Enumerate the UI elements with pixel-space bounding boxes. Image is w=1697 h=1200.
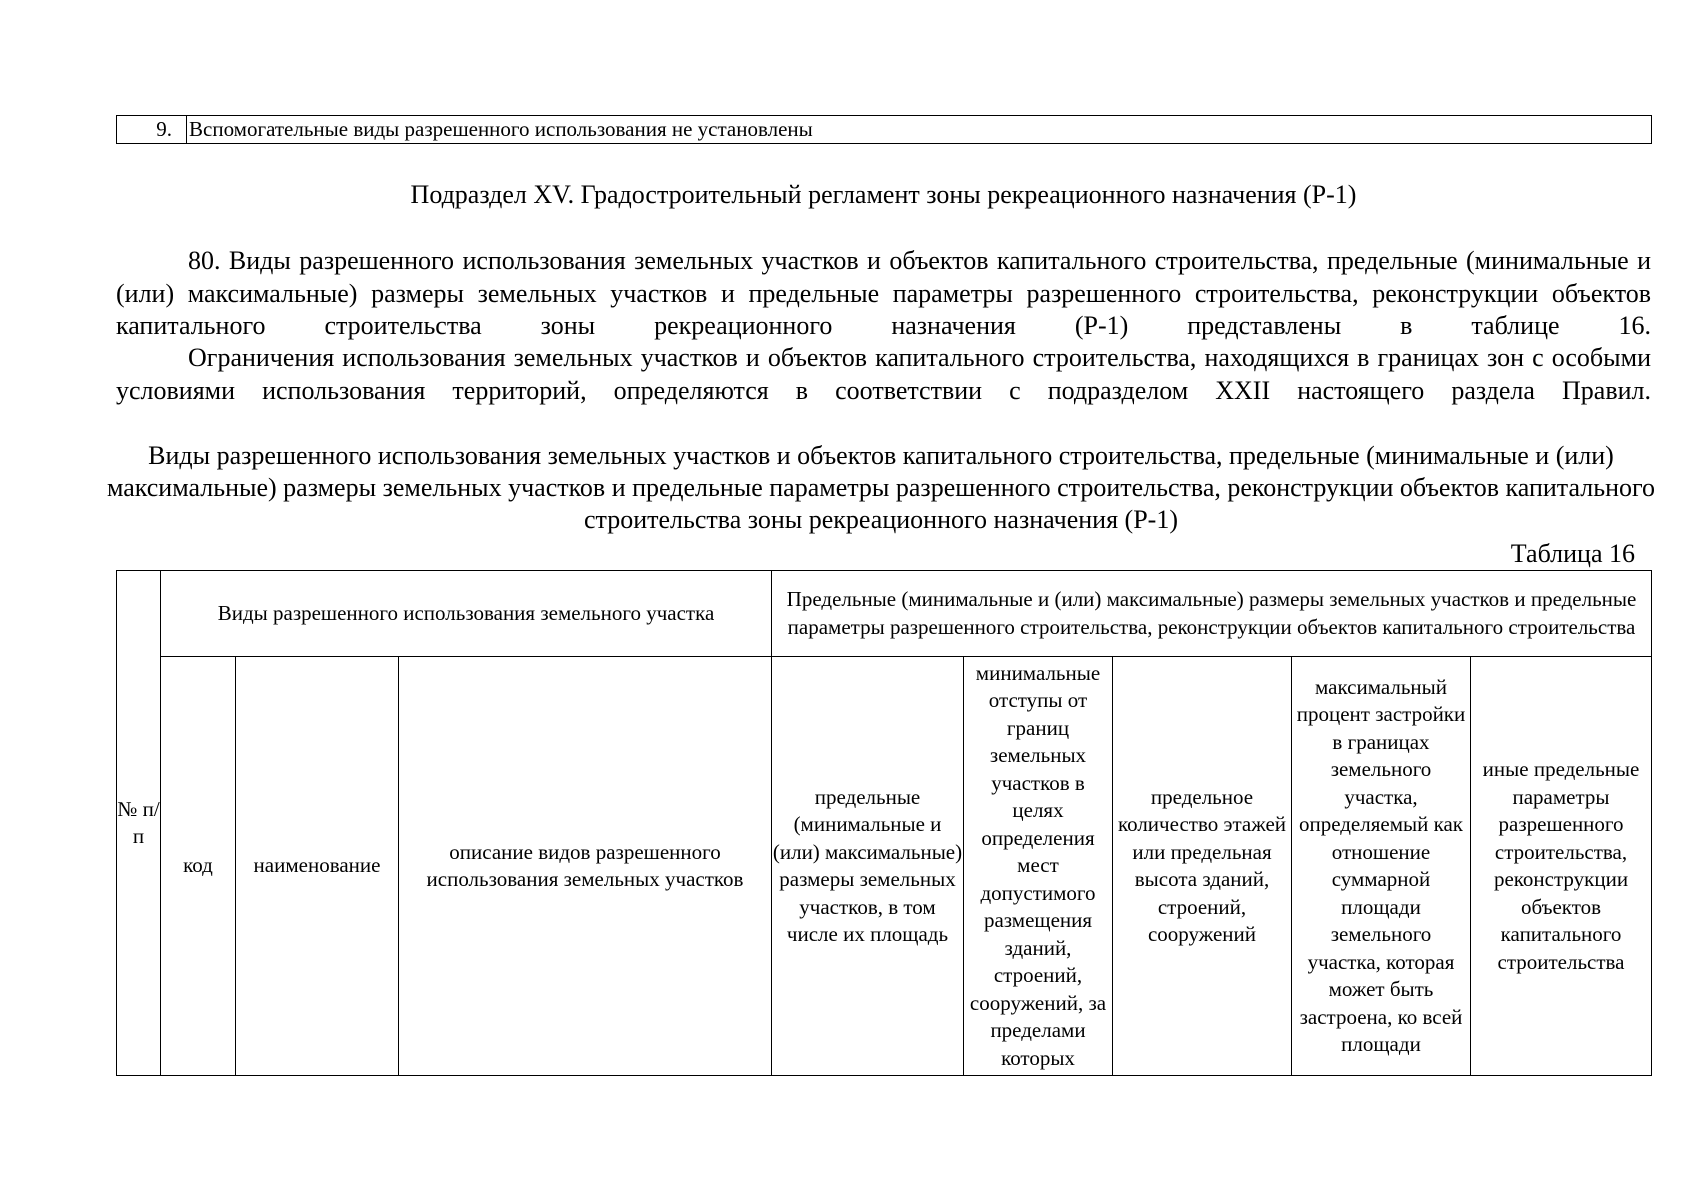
header-plot-size: предельные (минимальные и (или) максимальные) размеры земельных участков, в том числе их площадь: [772, 657, 964, 1076]
subsection-title: Подраздел XV. Градостроительный регламент зоны рекреационного назначения (Р-1): [410, 180, 1357, 209]
header-floors: предельное количество этажей или предельная высота зданий, строений, сооружений: [1113, 657, 1292, 1076]
table-header-row-2: [117, 657, 1652, 1076]
paragraph-restrictions: Ограничения использования земельных участков и объектов капитального строительства, находящихся в границах зон с особыми условиями использования территорий, определяются в соответствии с подразделом XXII настоящего раздела Правил.: [116, 343, 1651, 405]
table-label: Таблица 16: [1510, 539, 1635, 568]
row-text: Вспомогательные виды разрешенного использования не установлены: [187, 116, 1652, 144]
header-coverage: максимальный процент застройки в границах земельного участка, определяемый как отношение суммарной площади земельного участка, которая может быть застроена, ко всей площади: [1292, 657, 1471, 1076]
header-group-uses: Виды разрешенного использования земельного участка: [161, 571, 772, 657]
paragraph-80: 80. Виды разрешенного использования земельных участков и объектов капитального строительства, предельные (минимальные и (или) максимальные) размеры земельных участков и предельные параметры разрешенного строительства, реконструкции объектов капитального строительства зоны рекреационного назначения (Р-1) представлены в таблице 16.: [116, 246, 1651, 340]
table-header-row-1: [117, 571, 1652, 657]
regulation-table: [116, 570, 1652, 1076]
top-table: [116, 115, 1652, 144]
header-group-params: Предельные (минимальные и (или) максимальные) размеры земельных участков и предельные параметры разрешенного строительства, реконструкции объектов капитального строительства: [772, 571, 1652, 657]
table-row: [117, 116, 1652, 144]
header-description: описание видов разрешенного использования земельных участков: [399, 657, 772, 1076]
header-number: № п/п: [117, 571, 161, 1076]
header-code: код: [161, 657, 236, 1076]
table-title: Виды разрешенного использования земельных участков и объектов капитального строительства, предельные (минимальные и (или) максимальные) размеры земельных участков и предельные параметры разрешенного строительства, реконструкции объектов капитального строительства зоны рекреационного назначения (Р-1): [106, 441, 1656, 534]
row-number: 9.: [117, 116, 187, 144]
header-other-params: иные предельные параметры разрешенного строительства, реконструкции объектов капитального строительства: [1471, 657, 1652, 1076]
header-name: наименование: [236, 657, 399, 1076]
header-setbacks: минимальные отступы от границ земельных участков в целях определения мест допустимого размещения зданий, строений, сооружений, за пределами которых: [964, 657, 1113, 1076]
